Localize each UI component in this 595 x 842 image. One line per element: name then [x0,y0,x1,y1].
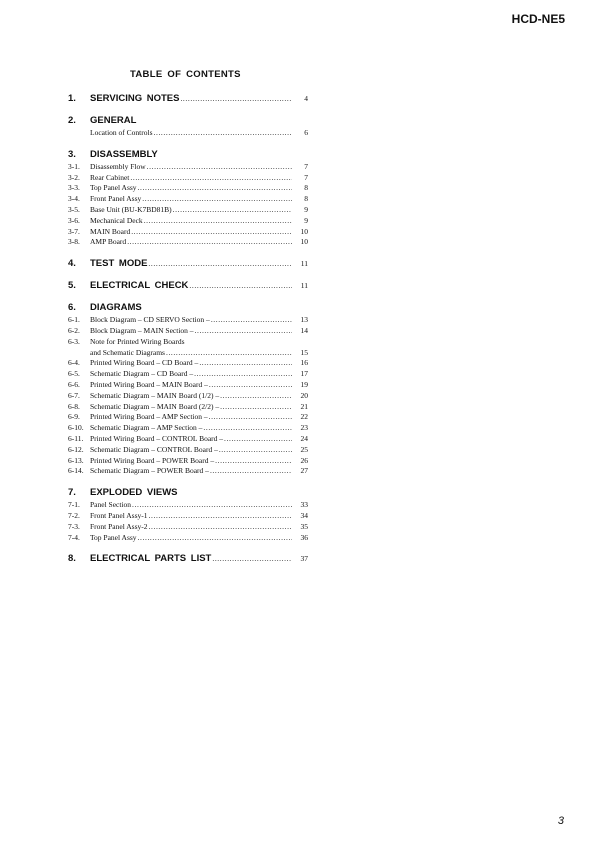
entry-page: 21 [300,401,308,411]
dot-leader [209,412,292,423]
section-number: 3. [68,148,76,160]
entry-page: 36 [300,532,308,542]
entry-page: 13 [300,315,308,325]
entry-page: 8 [304,194,308,204]
section-heading[interactable] [68,552,308,565]
toc-entry[interactable] [68,216,308,227]
section-heading[interactable] [68,92,308,105]
dot-leader [173,205,292,216]
entry-page: 25 [300,444,308,454]
entry-page: 20 [300,390,308,400]
toc-entry[interactable] [68,358,308,369]
entry-title: MAIN Board [90,226,131,236]
toc-entry[interactable] [68,466,308,477]
entry-title: Schematic Diagram – CONTROL Board – [90,444,218,454]
section-page: 11 [300,259,308,269]
entry-title: Front Panel Assy-2 [90,521,148,531]
section-number: 5. [68,280,76,292]
entry-title: Printed Wiring Board – POWER Board – [90,455,215,465]
entry-page: 33 [300,500,308,510]
entry-title: Base Unit (BU-K7BD81B) [90,204,172,214]
section-heading[interactable] [68,486,308,499]
entry-number: 7-3. [68,521,80,531]
entry-number: 6-12. [68,444,84,454]
dot-leader [166,348,292,359]
section-title: ELECTRICAL CHECK [90,280,189,292]
section-title: DISASSEMBLY [90,148,158,160]
dot-leader [147,162,292,173]
toc-entry[interactable] [68,237,308,248]
table-of-contents [68,92,308,574]
toc-entry[interactable] [68,369,308,380]
section-title: DIAGRAMS [90,302,142,314]
dot-leader [224,434,292,445]
entry-number: 6-3. [68,336,80,346]
toc-section [68,114,308,139]
entry-title: Schematic Diagram – POWER Board – [90,466,209,476]
entry-title: Printed Wiring Board – CD Board – [90,358,199,368]
entry-page: 8 [304,183,308,193]
toc-entry[interactable] [68,128,308,139]
entry-page: 23 [300,423,308,433]
entry-number: 6-14. [68,466,84,476]
entry-number: 3-4. [68,194,80,204]
page-number: 3 [557,815,564,827]
entry-number: 6-4. [68,358,80,368]
section-heading[interactable] [68,148,308,161]
entry-page: 24 [300,433,308,443]
section-number: 7. [68,487,76,499]
model-number: HCD-NE5 [511,12,565,26]
toc-entry[interactable] [68,183,308,194]
entry-page: 15 [300,347,308,357]
toc-title: TABLE OF CONTENTS [130,69,241,80]
entry-number: 6-8. [68,401,80,411]
entry-page: 7 [304,161,308,171]
dot-leader [132,500,292,511]
dot-leader [210,466,292,477]
entry-title: Block Diagram – CD SERVO Section – [90,315,210,325]
entry-number: 3-5. [68,204,80,214]
dot-leader [154,128,293,139]
entry-title: and Schematic Diagrams [90,347,165,357]
toc-section [68,301,308,477]
entry-number: 6-2. [68,325,80,335]
toc-entry[interactable] [68,391,308,402]
entry-title: Printed Wiring Board – MAIN Board – [90,379,208,389]
section-number: 6. [68,302,76,314]
dot-leader [180,92,292,105]
entry-number: 3-2. [68,172,80,182]
entry-page: 9 [304,204,308,214]
section-page: 4 [304,94,308,103]
toc-entry[interactable] [68,500,308,511]
toc-entry[interactable] [68,326,308,337]
entry-page: 27 [300,466,308,476]
section-number: 4. [68,258,76,270]
entry-title: Front Panel Assy-1 [90,510,148,520]
entry-page: 10 [300,226,308,236]
entry-title: Schematic Diagram – MAIN Board (1/2) – [90,390,220,400]
toc-section [68,148,308,248]
entry-page: 16 [300,358,308,368]
section-title: TEST MODE [90,258,148,270]
section-heading[interactable] [68,301,308,314]
section-heading[interactable] [68,114,308,127]
dot-leader [220,391,292,402]
dot-leader [127,237,292,248]
toc-section [68,257,308,270]
entry-title: AMP Board [90,237,127,247]
toc-entry[interactable] [68,423,308,434]
entry-number: 7-1. [68,500,80,510]
toc-entry[interactable] [68,315,308,326]
entry-title: Disassembly Flow [90,161,146,171]
entry-number: 6-7. [68,390,80,400]
entry-page: 22 [300,412,308,422]
entry-title: Mechanical Deck [90,215,143,225]
entry-number: 3-7. [68,226,80,236]
entry-page: 35 [300,521,308,531]
entry-number: 6-10. [68,423,84,433]
entry-title: Schematic Diagram – CD Board – [90,369,194,379]
dot-leader [215,456,292,467]
section-page: 11 [300,281,308,291]
section-title: SERVICING NOTES [90,93,180,104]
toc-entry[interactable] [68,380,308,391]
toc-entry[interactable] [68,194,308,205]
toc-entry[interactable] [68,511,308,522]
toc-entry[interactable] [68,522,308,533]
toc-entry[interactable] [68,456,308,467]
toc-section [68,92,308,105]
dot-leader [211,315,292,326]
entry-title: Top Panel Assy [90,532,137,542]
entry-page: 9 [304,215,308,225]
entry-title: Panel Section [90,500,132,510]
toc-entry[interactable] [68,227,308,238]
dot-leader [130,173,292,184]
section-number: 8. [68,553,76,565]
entry-number: 6-11. [68,433,84,443]
toc-entry[interactable] [68,533,308,544]
section-heading[interactable] [68,279,308,292]
toc-section [68,279,308,292]
entry-page: 17 [300,369,308,379]
dot-leader [220,402,292,413]
entry-page: 19 [300,379,308,389]
dot-leader [199,358,292,369]
entry-title: Block Diagram – MAIN Section – [90,325,194,335]
entry-page: 14 [300,325,308,335]
toc-entry[interactable] [68,412,308,423]
toc-entry[interactable] [68,205,308,216]
entry-number: 3-6. [68,215,80,225]
toc-section [68,486,308,543]
entry-title: Printed Wiring Board – AMP Section – [90,412,208,422]
entry-number: 3-3. [68,183,80,193]
dot-leader [203,423,292,434]
dot-leader [142,194,292,205]
entry-title: Rear Cabinet [90,172,130,182]
entry-number: 6-13. [68,455,84,465]
entry-title: Front Panel Assy [90,194,142,204]
entry-number: 6-1. [68,315,80,325]
toc-entry[interactable] [68,162,308,173]
dot-leader [148,257,292,270]
entry-page: 10 [300,237,308,247]
entry-title: Schematic Diagram – AMP Section – [90,423,203,433]
dot-leader [138,183,292,194]
toc-entry[interactable] [68,348,308,359]
dot-leader [194,369,292,380]
toc-entry[interactable] [68,445,308,456]
entry-title: Schematic Diagram – MAIN Board (2/2) – [90,401,220,411]
dot-leader [195,326,292,337]
toc-section [68,552,308,565]
section-heading[interactable] [68,257,308,270]
entry-number: 6-5. [68,369,80,379]
entry-page: 34 [300,510,308,520]
dot-leader [189,279,292,292]
section-number: 1. [68,93,76,104]
toc-entry[interactable] [68,173,308,184]
dot-leader [144,216,292,227]
toc-entry[interactable] [68,337,308,348]
section-title: ELECTRICAL PARTS LIST [90,553,212,565]
section-title: GENERAL [90,115,137,126]
section-page: 37 [300,554,308,564]
entry-number: 3-8. [68,237,80,247]
entry-number: 3-1. [68,161,80,171]
entry-number: 6-9. [68,412,80,422]
dot-leader [138,533,292,544]
section-number: 2. [68,115,76,126]
entry-title: Note for Printed Wiring Boards [90,336,185,346]
dot-leader [149,522,292,533]
toc-entry[interactable] [68,402,308,413]
entry-number: 7-4. [68,532,80,542]
dot-leader [131,227,292,238]
toc-entry[interactable] [68,434,308,445]
dot-leader [149,511,292,522]
entry-title: Printed Wiring Board – CONTROL Board – [90,433,224,443]
entry-title: Top Panel Assy [90,183,137,193]
dot-leader [209,380,292,391]
entry-page: 26 [300,455,308,465]
dot-leader [219,445,292,456]
section-title: EXPLODED VIEWS [90,487,178,499]
entry-page: 7 [304,172,308,182]
entry-page: 6 [304,128,308,137]
entry-title: Location of Controls [90,128,153,137]
entry-number: 6-6. [68,379,80,389]
dot-leader [212,552,292,565]
entry-number: 7-2. [68,510,80,520]
